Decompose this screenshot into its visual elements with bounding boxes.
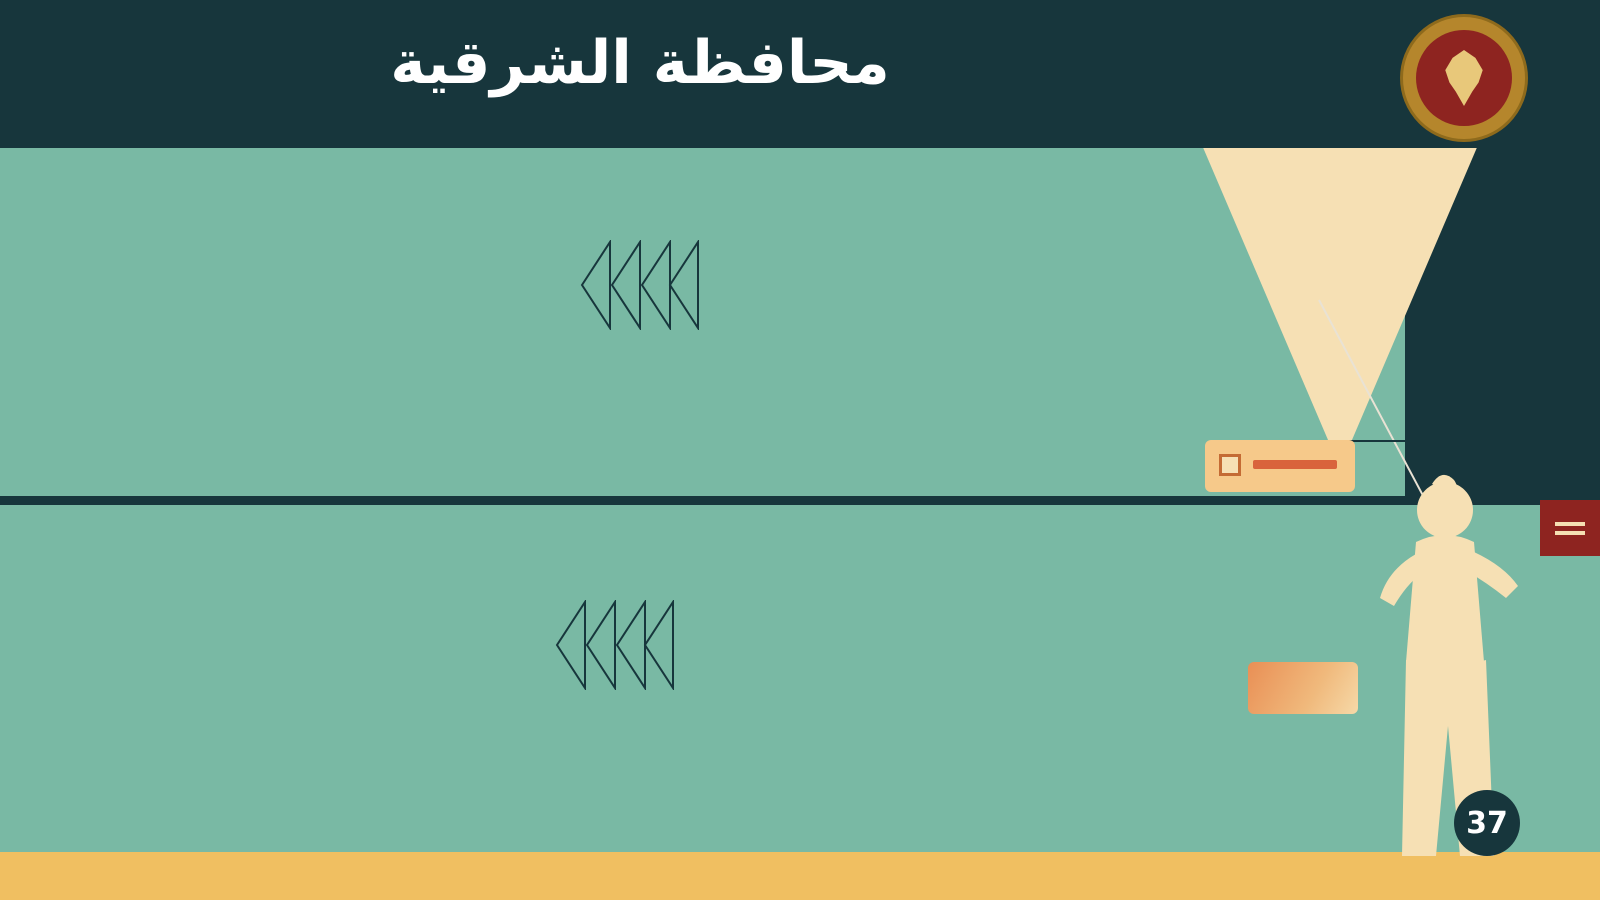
bottom-gold-bar	[0, 852, 1600, 900]
menu-line-icon	[1555, 522, 1585, 526]
entry-panel-2	[0, 505, 1600, 853]
card-bar-icon	[1253, 460, 1337, 469]
orange-card-decoration-2	[1248, 662, 1358, 714]
card-square-icon	[1219, 454, 1241, 476]
orange-card-decoration-1	[1205, 440, 1355, 492]
red-menu-tab-decoration	[1540, 500, 1600, 556]
logo-outer-ring	[1400, 14, 1528, 142]
panel-divider	[0, 496, 1405, 505]
ministry-logo	[1400, 14, 1528, 142]
logo-inner-disc	[1416, 30, 1512, 126]
eagle-icon	[1438, 50, 1490, 106]
chevron-arrows-1	[580, 240, 700, 330]
page-title: محافظة الشرقية	[390, 28, 890, 98]
chevron-arrows-2	[555, 600, 675, 690]
menu-line-icon	[1555, 531, 1585, 535]
page-number-badge: 37	[1454, 790, 1520, 856]
slide-header	[0, 0, 1600, 148]
